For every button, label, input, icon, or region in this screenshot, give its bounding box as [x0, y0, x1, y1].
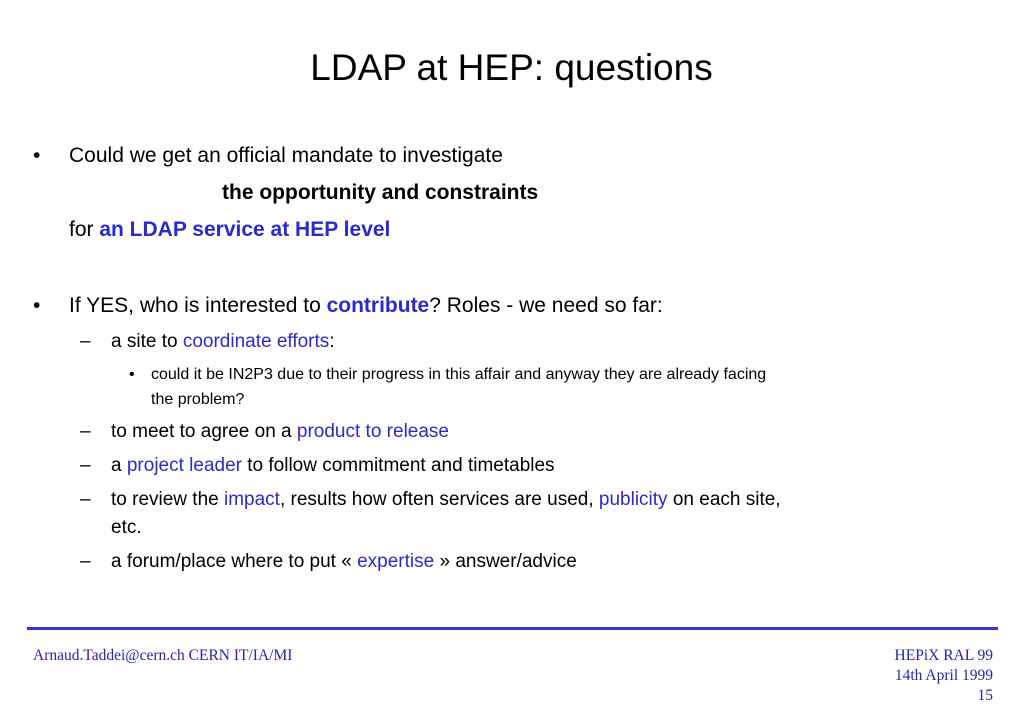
sub-5-suffix: » answer/advice: [434, 551, 577, 572]
sub-4-prefix: to review the: [111, 489, 224, 510]
bullet-1-line-1: Could we get an official mandate to investigate: [69, 144, 503, 167]
bullet-2-suffix: ? Roles - we need so far:: [429, 294, 663, 317]
footer-event: HEPiX RAL 99: [894, 647, 993, 664]
sub-item-coordinate: [111, 330, 335, 354]
sub-item-forum: [111, 550, 577, 574]
sub-1-suffix: :: [329, 331, 335, 352]
sub-1-prefix: a site to: [111, 331, 183, 352]
footer-author: Arnaud.Taddei@cern.ch CERN IT/IA/MI: [33, 647, 293, 664]
sub-4-middle: , results how often services are used,: [279, 489, 599, 510]
expertise-highlight: expertise: [357, 551, 435, 572]
footer-page-number: 15: [977, 687, 993, 704]
footer-date: 14th April 1999: [894, 667, 993, 684]
sub-item-review: [111, 488, 781, 512]
sub-item-product: [111, 420, 449, 444]
coordinate-efforts-highlight: coordinate efforts: [182, 331, 330, 352]
sub-item-review-line-2: etc.: [111, 517, 142, 538]
sub-sub-item-line-2: the problem?: [151, 391, 245, 408]
bullet-symbol: •: [33, 144, 41, 167]
project-leader-highlight: project leader: [126, 455, 242, 476]
sub-3-prefix: a: [111, 455, 127, 476]
publicity-highlight: publicity: [598, 489, 668, 510]
sub-item-project-leader: [111, 454, 555, 478]
contribute-highlight: contribute: [326, 294, 430, 317]
slide-title: LDAP at HEP: questions: [310, 47, 713, 88]
product-to-release-highlight: product to release: [296, 421, 449, 442]
bullet-1-line-2: the opportunity and constraints: [222, 181, 539, 204]
dash-symbol: –: [80, 455, 91, 476]
footer-divider: [27, 627, 998, 630]
dash-symbol: –: [80, 551, 91, 572]
dash-symbol: –: [80, 489, 91, 510]
ldap-service-highlight: an LDAP service at HEP level: [99, 218, 391, 241]
dash-symbol: –: [80, 421, 91, 442]
bullet-2-prefix: If YES, who is interested to: [69, 294, 327, 317]
sub-2-prefix: to meet to agree on a: [111, 421, 297, 442]
dash-symbol: –: [80, 331, 91, 352]
small-bullet-symbol: •: [129, 366, 135, 383]
bullet-symbol: •: [33, 294, 41, 317]
impact-highlight: impact: [224, 489, 280, 510]
bullet-1-line-3: [69, 217, 390, 243]
sub-sub-item-line-1: could it be IN2P3 due to their progress in this affair and anyway they are already facing: [151, 366, 767, 383]
bullet-1-line-3-prefix: for: [69, 218, 100, 241]
bullet-2-line: [69, 293, 663, 319]
sub-4-suffix: on each site,: [667, 489, 781, 510]
sub-3-suffix: to follow commitment and timetables: [241, 455, 555, 476]
sub-5-prefix: a forum/place where to put «: [111, 551, 358, 572]
